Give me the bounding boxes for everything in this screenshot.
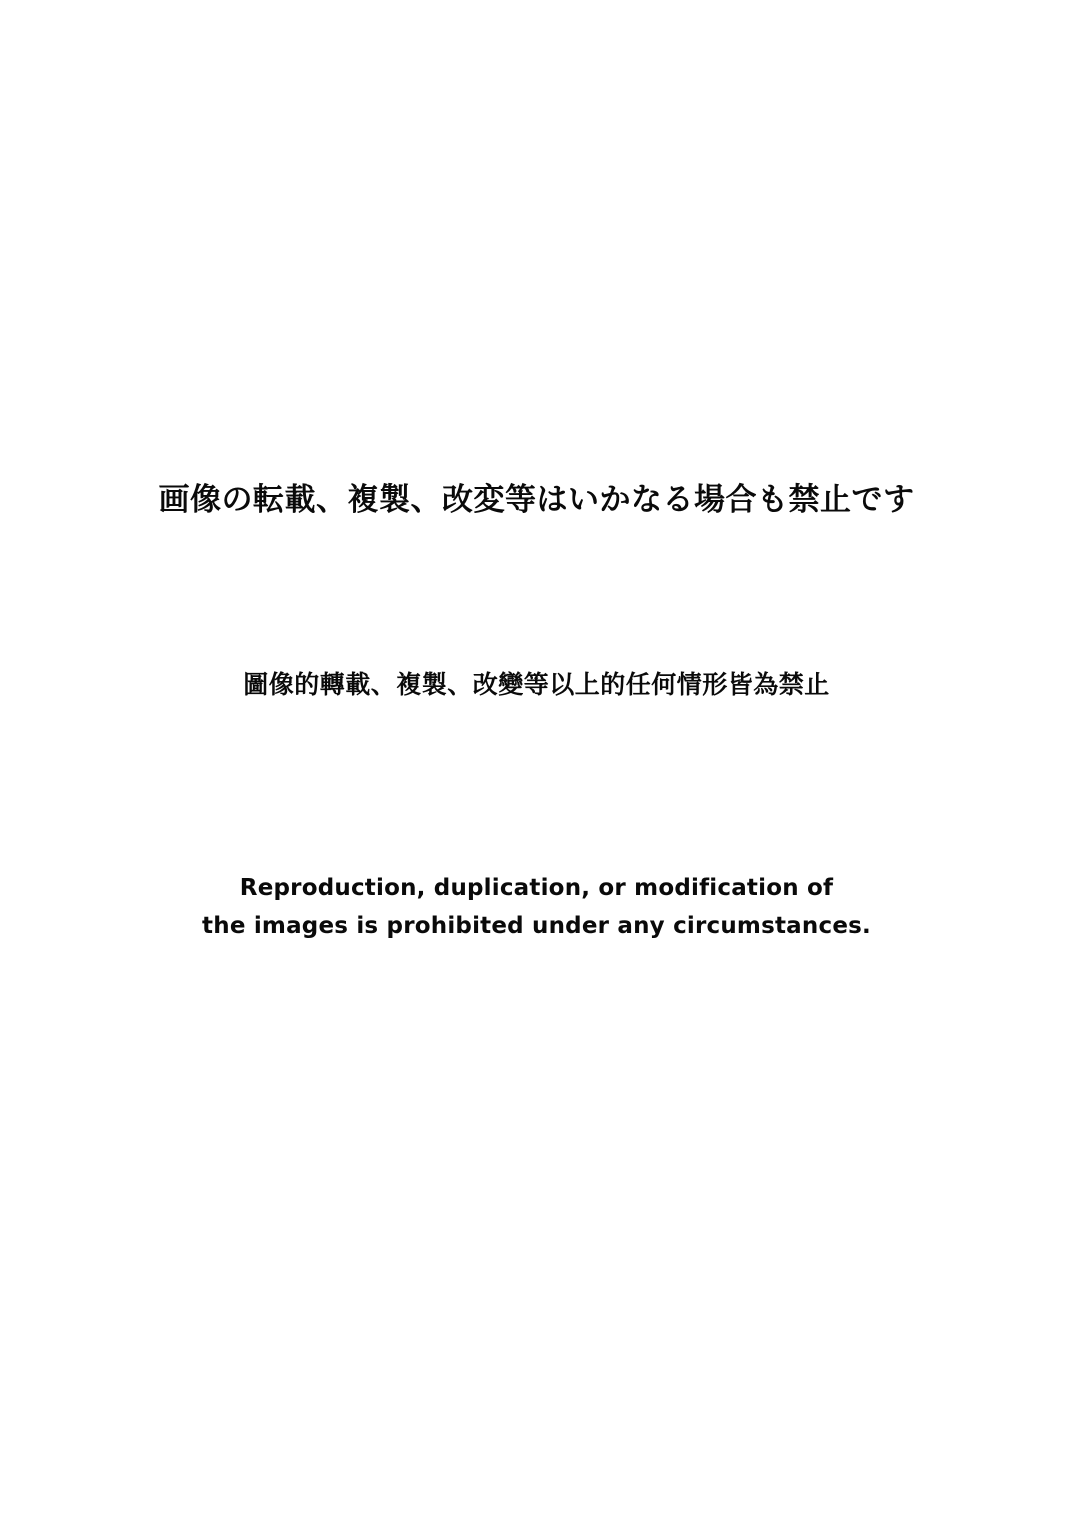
- copyright-notice-english: [0, 870, 1073, 946]
- copyright-notice-english-line-1: Reproduction, duplication, or modification of: [239, 875, 834, 901]
- copyright-notice-english-line-2: the images is prohibited under any circumstances.: [202, 912, 871, 939]
- copyright-notice-japanese: 画像の転載、複製、改変等はいかなる場合も禁止です: [158, 482, 915, 518]
- copyright-notice-chinese: 圖像的轉載、複製、改變等以上的任何情形皆為禁止: [243, 670, 830, 699]
